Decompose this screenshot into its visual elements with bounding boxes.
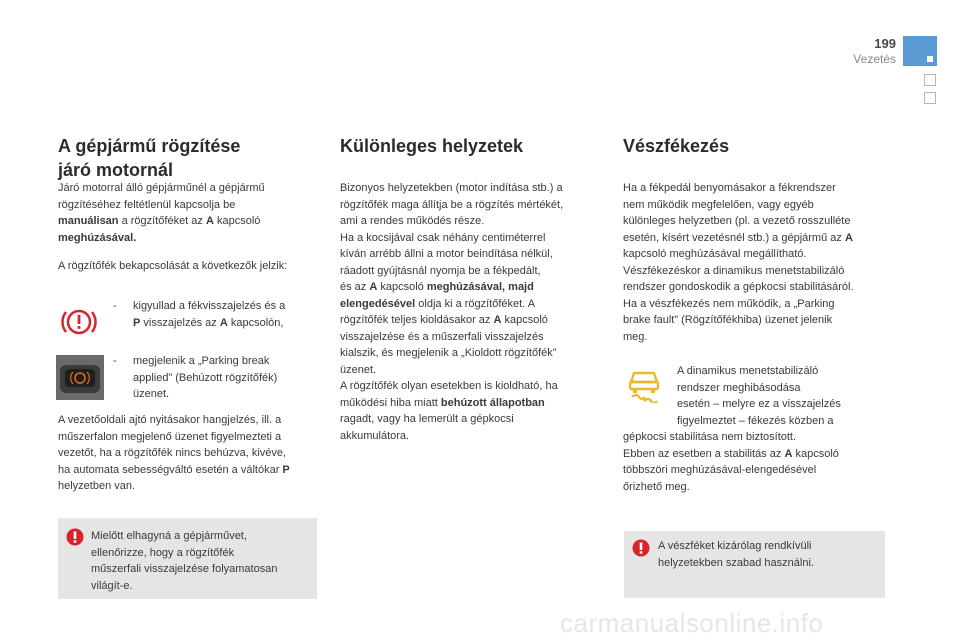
text: esetén, kísért vezetésnél stb.) a gépjármű az: [623, 231, 845, 244]
text-line: figyelmeztet – fékezés közben a: [677, 414, 834, 427]
col1-paragraph2: A rögzítőfék bekapcsolását a következők jelzik:: [58, 260, 288, 272]
text: ha automata sebességváltó esetén a váltókar: [58, 463, 283, 476]
text: működési hiba miatt: [340, 396, 441, 409]
bold-text: behúzott állapotban: [440, 396, 545, 409]
watermark: carmanualsonline.info: [560, 608, 824, 638]
bullet-item: [113, 353, 333, 403]
text-line: Ha a fékpedál benyomásakor a fékrendszer: [623, 182, 836, 194]
text-line: kíván arrébb állni a motor beindítása nélkül,: [340, 248, 553, 260]
text-line: Vészfékezéskor a dinamikus menetstabilizáló: [623, 264, 845, 277]
bold-text: A: [369, 281, 378, 293]
text: kapcsolón,: [227, 316, 284, 329]
text-line: üzenet.: [340, 363, 377, 376]
col2-body: [340, 180, 602, 444]
bold-text: A: [205, 215, 214, 227]
text: a rögzítőféket az: [118, 215, 206, 227]
col3-body: [623, 180, 891, 345]
warning-box: [58, 518, 317, 599]
exclamation-warning-icon: [66, 528, 84, 546]
bold-text: A: [493, 314, 502, 326]
text-line: Ha a vészfékezés nem működik, a „Parking: [623, 297, 835, 310]
chapter-tab-box: [924, 74, 936, 86]
section-title: Vezetés: [853, 52, 896, 66]
text-line: helyzetekben szabad használni.: [658, 556, 814, 569]
bold-text: P: [133, 316, 141, 329]
text-line: applied” (Behúzott rögzítőfék): [133, 371, 278, 384]
text-line: rendszer gondoskodik a gépkocsi stabilitásáról.: [623, 281, 854, 293]
text-line: A rögzítőfék olyan esetekben is kioldható, ha: [340, 380, 558, 392]
text-line: műszerfali visszajelzése folyamatosan: [91, 563, 278, 575]
bold-text: A: [219, 316, 228, 329]
text-line: rögzítéséhez feltétlenül kapcsolja be: [58, 198, 236, 211]
text-line: őrizhető meg.: [623, 480, 690, 493]
bullet-item: [113, 298, 333, 338]
col3-title: Vészfékezés: [623, 136, 730, 156]
col1-title-line1: A gépjármű rögzítése: [58, 136, 241, 156]
col1-title: [58, 134, 328, 182]
text: kapcsoló: [213, 215, 261, 227]
text: kapcsoló: [377, 281, 427, 293]
text-line: műszerfalon megjelenő üzenet figyelmezteti a: [58, 430, 282, 443]
text-line: A dinamikus menetstabilizáló: [677, 365, 819, 377]
text: kapcsoló: [792, 447, 839, 460]
bold-text: meghúzásával.: [58, 231, 137, 244]
text-line: kigyullad a fékvisszajelzés és a: [133, 300, 286, 312]
text-line: rendszer meghibásodása: [677, 381, 801, 394]
text-line: különleges helyzetben (pl. a vezető rosszulléte: [623, 215, 851, 227]
page-number: 199: [874, 36, 896, 51]
text-line: A vészféket kizárólag rendkívüli: [658, 540, 812, 552]
text-line: Járó motorral álló gépjárműnél a gépjármű: [58, 182, 265, 194]
chapter-tab: [903, 36, 937, 66]
warning-text: [91, 528, 313, 594]
text-line: helyzetben van.: [58, 480, 136, 492]
bold-text: P: [282, 463, 290, 476]
exclamation-warning-icon: [632, 539, 650, 557]
text-line: kialszik, és megjelenik a „Kioldott rögzítőfék”: [340, 347, 557, 359]
esp-text-continued: [623, 429, 891, 495]
brake-warning-icon: [56, 300, 102, 344]
text-line: brake fault” (Rögzítőfékhiba) üzenet jelenik: [623, 314, 833, 326]
text-line: Ha a kocsijával csak néhány centiméterrel: [340, 231, 546, 244]
col1-paragraph1: [58, 180, 328, 246]
text-line: A vezetőoldali ajtó nyitásakor hangjelzés, ill. a: [58, 414, 282, 426]
chapter-tab-box: [924, 92, 936, 104]
bold-text: A: [784, 447, 793, 460]
text: visszajelzés az: [140, 316, 220, 329]
text: kapcsoló: [501, 314, 548, 326]
text-line: visszajelzése és a műszerfali visszajelzés: [340, 330, 544, 343]
text: Ebben az esetben a stabilitás az: [623, 447, 785, 460]
bold-text: manuálisan: [58, 215, 119, 227]
text-line: meg.: [623, 330, 648, 343]
text-line: ellenőrizze, hogy a rögzítőfék: [91, 546, 235, 559]
parking-brake-switch-icon: [56, 355, 104, 400]
text: és az: [340, 281, 370, 293]
text-line: ami a rendes működés része.: [340, 215, 485, 227]
text-line: Mielőtt elhagyná a gépjárművet,: [91, 530, 247, 542]
col2-title: Különleges helyzetek: [340, 136, 524, 156]
text: oldja ki a rögzítőféket. A: [415, 297, 536, 310]
col1-title-line2: járó motornál: [58, 160, 174, 180]
text-line: rögzítőfék maga állítja be a rögzítés mértékét,: [340, 198, 564, 211]
text-line: akkumulátora.: [340, 429, 410, 442]
text: rögzítőfék teljes kioldásakor az: [340, 314, 494, 326]
bold-text: elengedésével: [340, 297, 416, 310]
text-line: esetén – melyre ez a visszajelzés: [677, 398, 841, 410]
text-line: gépkocsi stabilitása nem biztosított.: [623, 431, 797, 443]
warning-text: [658, 538, 880, 571]
bullet-dash: -: [113, 300, 117, 312]
text-line: üzenet.: [133, 388, 170, 400]
esp-skid-icon: [626, 367, 662, 403]
bold-text: meghúzásával, majd: [426, 281, 534, 293]
text-line: világít-e.: [91, 579, 133, 592]
text-line: megjelenik a „Parking break: [133, 355, 270, 367]
text-line: Bizonyos helyzetekben (motor indítása stb.) a: [340, 182, 563, 194]
warning-box: [624, 531, 885, 598]
text-line: nem működik megfelelően, vagy egyéb: [623, 198, 814, 211]
esp-text: [677, 363, 887, 429]
text-line: vezetőt, ha a rögzítőfék nincs behúzva, kivéve,: [58, 447, 287, 459]
text-line: ragadt, vagy ha lemerült a gépkocsi: [340, 413, 514, 425]
col1-paragraph3: [58, 412, 328, 495]
bullet-dash: -: [113, 355, 117, 367]
text-line: ráadott gyújtásnál nyomja be a fékpedált,: [340, 264, 541, 277]
text-line: kapcsoló meghúzásával megállítható.: [623, 248, 807, 260]
bold-text: A: [844, 231, 853, 244]
text-line: többszöri meghúzásával-elengedésével: [623, 464, 817, 476]
